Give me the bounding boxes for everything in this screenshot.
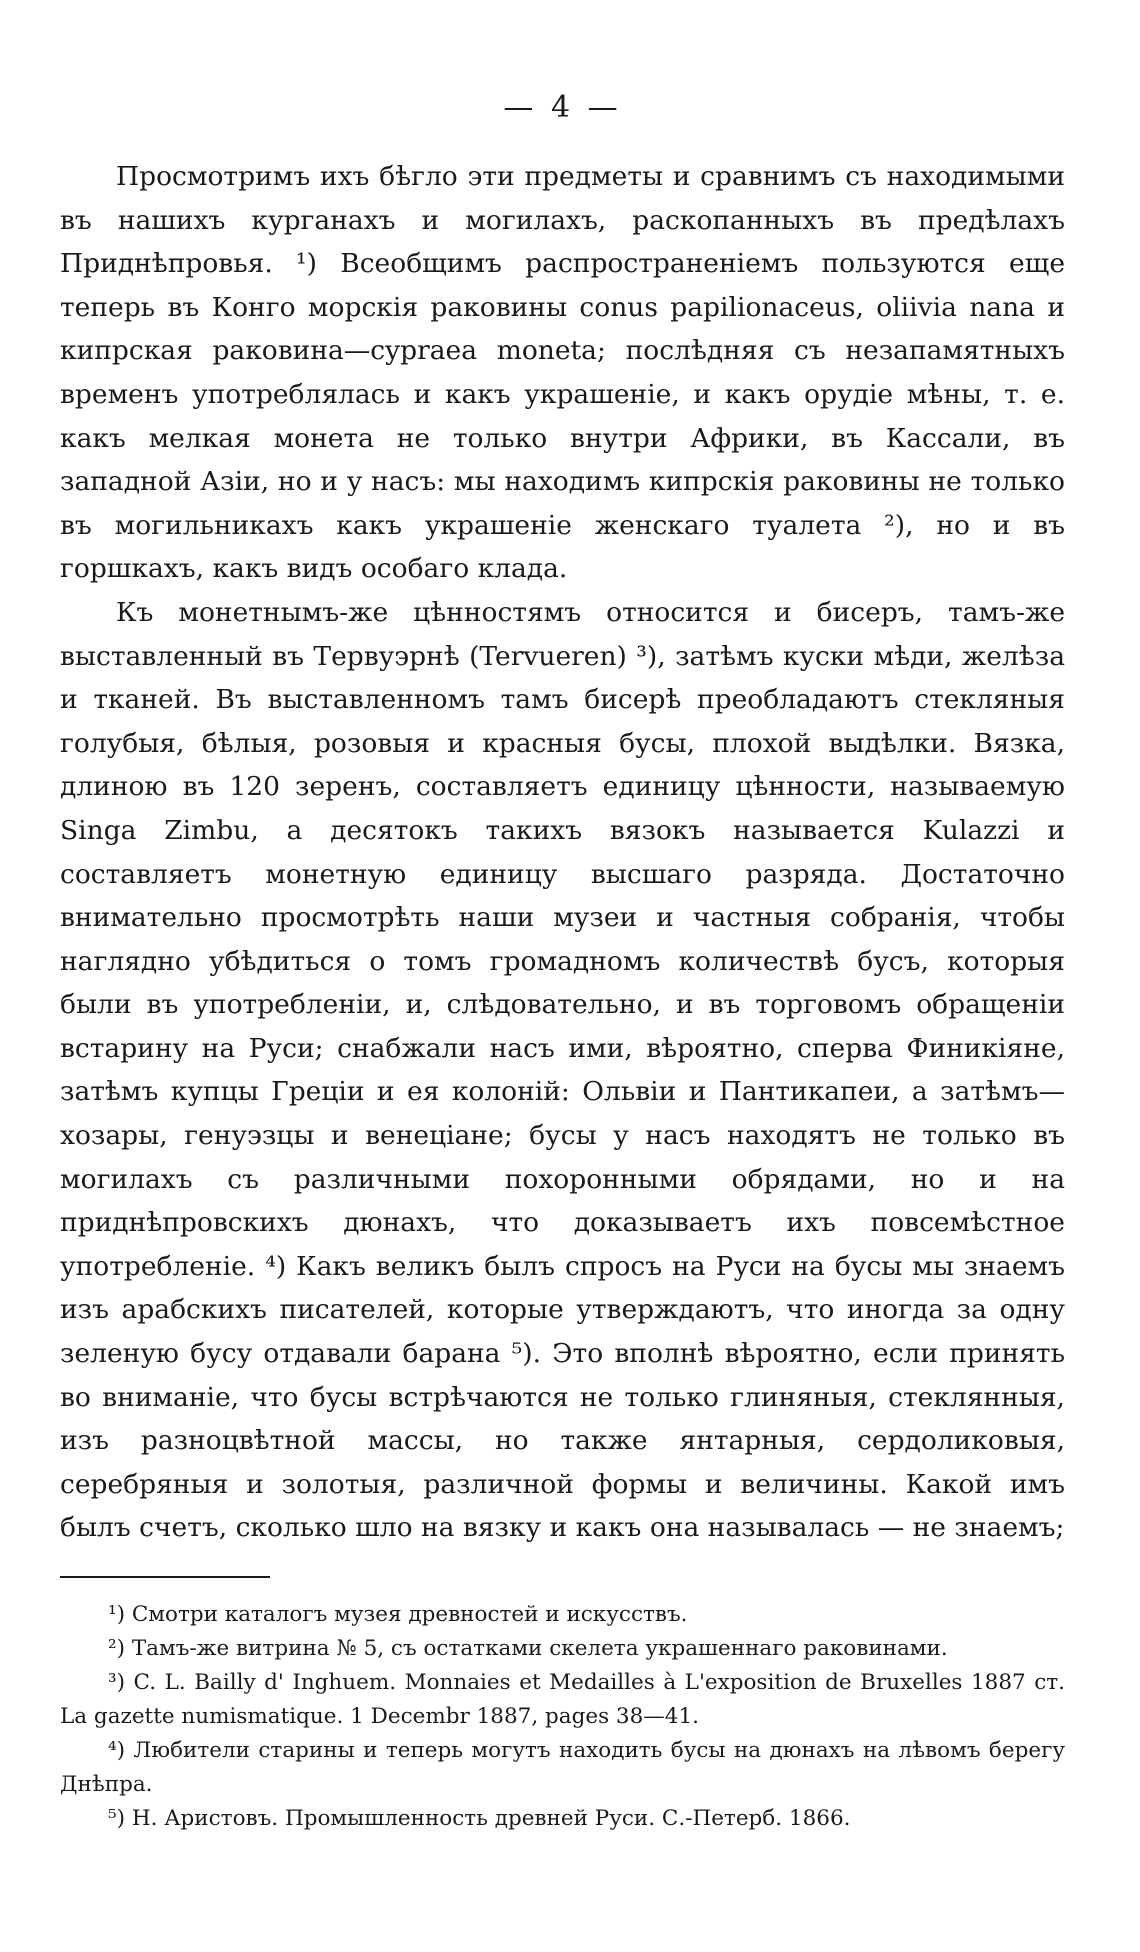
paragraph-2: Къ монетнымъ-же цѣнностямъ относится и бисеръ, тамъ-же выставленный въ Тервуэрнѣ (Tervueren) ³), затѣмъ куски мѣди, желѣза и тканей. Въ выставленномъ тамъ бисерѣ преобладаютъ стекляныя голубыя, бѣлыя, розовыя и красныя бусы, плохой выдѣлки. Вязка, длиною въ 120 зеренъ, составляетъ единицу цѣнности, называемую Singa Zimbu, а десятокъ такихъ вязокъ называется Kulazzi и составляетъ монетную единицу высшаго разряда. Достаточно внимательно просмотрѣть наши музеи и частныя собранія, чтобы наглядно убѣдиться о томъ громадномъ количествѣ бусъ, которыя были въ употребленіи, и, слѣдовательно, и въ торговомъ обращеніи встарину на Руси; снабжали насъ ими, вѣроятно, сперва Финикіяне, затѣмъ купцы Греціи и ея колоній: Ольвіи и Пантикапеи, а затѣмъ—хозары, генуэзцы и венеціане; бусы у насъ находятъ не только въ могилахъ съ различными похоронными обрядами, но и на приднѣпровскихъ дюнахъ, что доказываетъ ихъ повсемѣстное употребленіе. ⁴) Какъ великъ былъ спросъ на Руси на бусы мы знаемъ изъ арабскихъ писателей, которые утверждаютъ, что иногда за одну зеленую бусу отдавали барана ⁵). Это вполнѣ вѣроятно, если принять во вниманіе, что бусы встрѣчаются не только глиняныя, стеклянныя, изъ разноцвѣтной массы, но также янтарныя, сердоликовыя, серебряныя и золотыя, различной формы и величины. Какой имъ былъ счетъ, сколько шло на вязку и какъ она называлась — не знаемъ;	[60, 596, 1065, 1544]
page-number: — 4 —	[503, 90, 622, 125]
footnote-4: ⁴) Любители старины и теперь могутъ находить бусы на дюнахъ на лѣвомъ берегу Днѣпра.	[60, 1738, 1065, 1797]
page	[60, 90, 1065, 1836]
footnote-divider	[60, 1576, 270, 1578]
footnotes	[60, 1598, 1065, 1836]
paragraph-1: Просмотримъ ихъ бѣгло эти предметы и сравнимъ съ находимыми въ нашихъ курганахъ и могилахъ, раскопанныхъ въ предѣлахъ Приднѣпровья. ¹) Всеобщимъ распространеніемъ пользуются еще теперь въ Конго морскія раковины conus papilionaceus, oliivia nana и кипрская раковина—cypraea moneta; послѣдняя съ незапамятныхъ временъ употреблялась и какъ украшеніе, и какъ орудіе мѣны, т. е. какъ мелкая монета не только внутри Африки, въ Кассали, въ западной Азіи, но и у насъ: мы находимъ кипрскія раковины не только въ могильникахъ какъ украшеніе женскаго туалета ²), но и въ горшкахъ, какъ видъ особаго клада.	[60, 161, 1065, 585]
footnote-1: ¹) Смотри каталогъ музея древностей и искусствъ.	[108, 1602, 688, 1627]
footnote-3: ³) C. L. Bailly d' Inghuem. Monnaies et Medailles à L'exposition de Bruxelles 1887 ст. La gazette numismatique. 1 Decembr 1887, pages 38—41.	[60, 1670, 1065, 1729]
footnote-2: ²) Тамъ-же витрина № 5, съ остатками скелета украшеннаго раковинами.	[108, 1636, 948, 1661]
footnote-5: ⁵) Н. Аристовъ. Промышленность древней Руси. С.-Петерб. 1866.	[108, 1806, 851, 1831]
